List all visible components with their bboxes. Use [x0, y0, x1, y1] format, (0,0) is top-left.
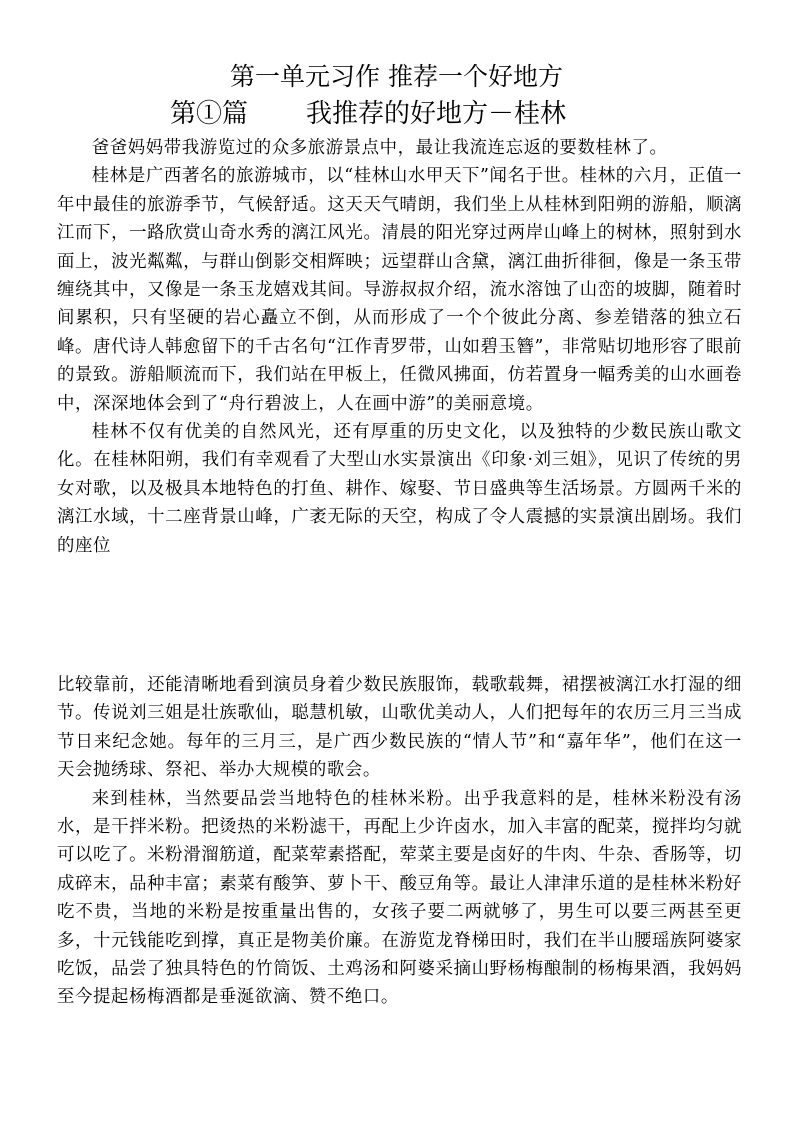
- paragraph-food: 来到桂林，当然要品尝当地特色的桂林米粉。出乎我意料的是，桂林米粉没有汤水，是干拌米粉。把烫热的米粉滤干，再配上少许卤水，加入丰富的配菜，搅拌均匀就可以吃了。米粉滑溜筋道，配菜荤素搭配，荤菜主要是卤好的牛肉、牛杂、香肠等，切成碎末，品种丰富；素菜有酸笋、萝卜干、酸豆角等。最让人津津乐道的是桂林米粉好吃不贵，当地的米粉是按重量出售的，女孩子要二两就够了，男生可以要三两甚至更多，十元钱能吃到撑，真正是物美价廉。在游览龙脊梯田时，我们在半山腰瑶族阿婆家吃饭，品尝了独具特色的竹筒饭、土鸡汤和阿婆采摘山野杨梅酿制的杨梅果酒，我妈妈至今提起杨梅酒都是垂涎欲滴、赞不绝口。: [57, 788, 742, 1008]
- article-title: 我推荐的好地方－桂林: [306, 99, 567, 129]
- paragraph-culture-continued: 比较靠前，还能清晰地看到演员身着少数民族服饰，载歌载舞，裙摆被漓江水打湿的细节。传说刘三姐是壮族歌仙，聪慧机敏，山歌优美动人，人们把每年的农历三月三当成节日来纪念她。每年的三月三，是广西少数民族的“情人节”和“嘉年华”，他们在这一天会抛绣球、祭祀、举办大规模的歌会。: [57, 675, 742, 781]
- page-one-body: [57, 134, 742, 560]
- article-label: 第①篇: [170, 99, 249, 129]
- paragraph-scenery: 桂林是广西著名的旅游城市，以“桂林山水甲天下”闻名于世。桂林的六月，正值一年中最佳的旅游季节，气候舒适。这天天气晴朗，我们坐上从桂林到阳朔的游船，顺漓江而下，一路欣赏山奇水秀的漓江风光。清晨的阳光穿过两岸山峰上的树林，照射到水面上，波光粼粼，与群山倒影交相辉映；远望群山含黛，漓江曲折徘徊，像是一条玉带缠绕其中，又像是一条玉龙嬉戏其间。导游叔叔介绍，流水溶蚀了山峦的坡脚，随着时间累积，只有坚硬的岩心矗立不倒，从而形成了一个个彼此分离、参差错落的独立石峰。唐代诗人韩愈留下的千古名句“江作青罗带，山如碧玉簪”，非常贴切地形容了眼前的景致。游船顺流而下，我们站在甲板上，任微风拂面，仿若置身一幅秀美的山水画卷中，深深地体会到了“舟行碧波上，人在画中游”的美丽意境。: [57, 166, 742, 414]
- paragraph-intro: 爸爸妈妈带我游览过的众多旅游景点中，最让我流连忘返的要数桂林了。: [91, 138, 668, 158]
- page-two-body: [57, 671, 742, 1012]
- unit-title: 第一单元习作 推荐一个好地方: [230, 62, 563, 91]
- article-heading: [170, 96, 566, 132]
- paragraph-culture: 桂林不仅有优美的自然风光，还有厚重的历史文化，以及独特的少数民族山歌文化。在桂林阳朔，我们有幸观看了大型山水实景演出《印象·刘三姐》，见识了传统的男女对歌，以及极具本地特色的打鱼、耕作、嫁娶、节日盛典等生活场景。方圆两千米的漓江水域，十二座背景山峰，广袤无际的天空，构成了令人震撼的实景演出剧场。我们的座位: [57, 422, 742, 556]
